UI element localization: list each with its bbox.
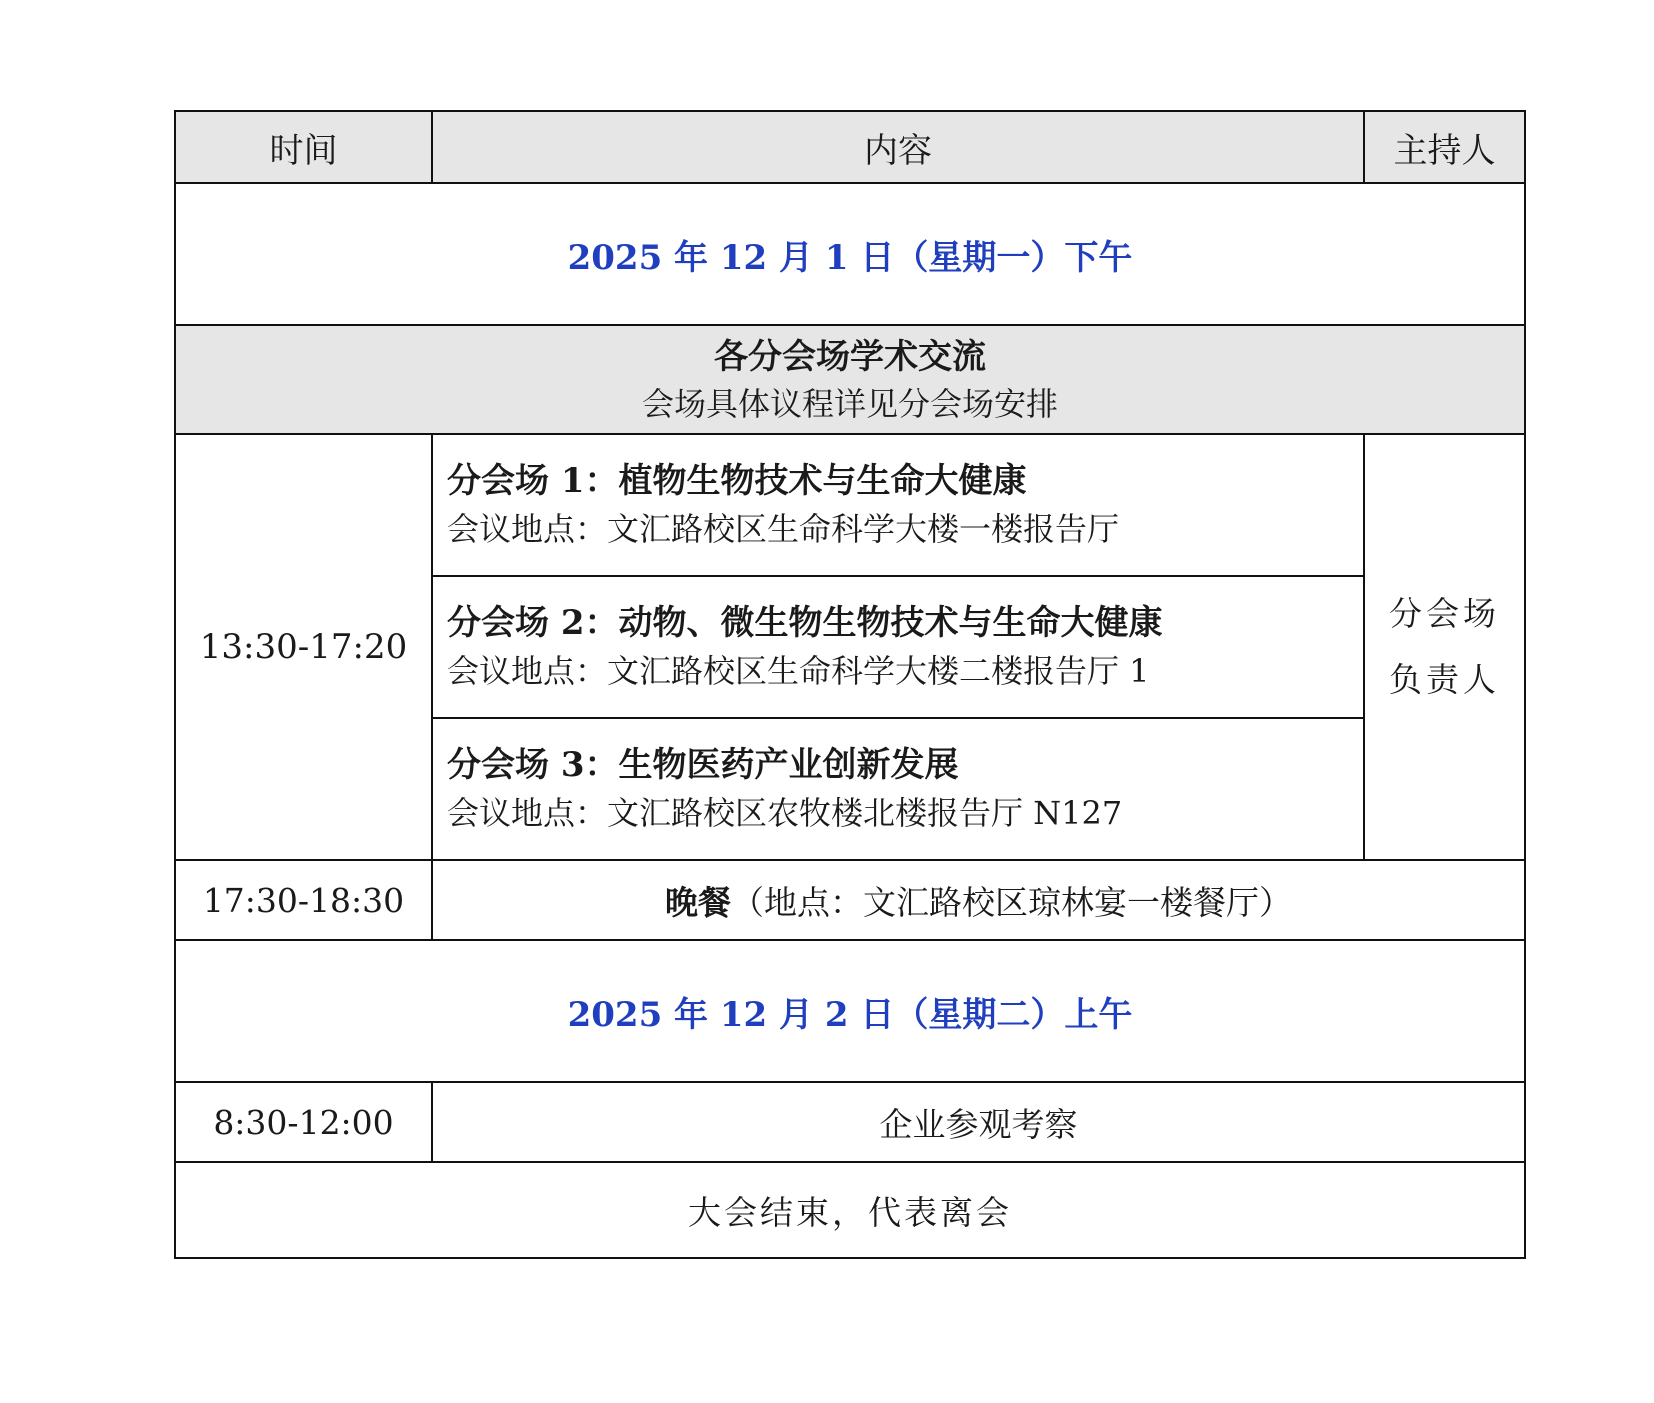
visit-row (175, 1082, 1525, 1162)
day-row-1 (175, 183, 1525, 325)
session-header-title: 各分会场学术交流 (714, 336, 986, 377)
header-time: 时间 (175, 111, 432, 183)
session-host (1364, 434, 1525, 860)
session-1-location: 会议地点：文汇路校区生命科学大楼一楼报告厅 (447, 510, 1120, 548)
session-header-subtitle: 会场具体议程详见分会场安排 (641, 384, 1058, 423)
closing-row (175, 1162, 1525, 1258)
session-2-location: 会议地点：文汇路校区生命科学大楼二楼报告厅 1 (447, 652, 1150, 690)
day1-label: 2025 年 12 月 1 日（星期一）下午 (175, 183, 1525, 325)
session-2-title: 分会场 2：动物、微生物生物技术与生命大健康 (447, 603, 1163, 643)
session-3-title: 分会场 3：生物医药产业创新发展 (447, 745, 959, 785)
visit-time: 8:30-12:00 (175, 1082, 432, 1162)
dinner-row (175, 860, 1525, 940)
session-header-row (175, 325, 1525, 434)
visit-label: 企业参观考察 (432, 1082, 1525, 1162)
session-1-title: 分会场 1：植物生物技术与生命大健康 (447, 461, 1027, 501)
dinner-label: 晚餐 (665, 882, 731, 922)
session-3-location: 会议地点：文汇路校区农牧楼北楼报告厅 N127 (447, 794, 1123, 832)
table-header-row (175, 111, 1525, 183)
header-content: 内容 (432, 111, 1364, 183)
dinner-location: （地点：文汇路校区琼林宴一楼餐厅） (731, 882, 1292, 922)
agenda-table (174, 110, 1526, 1259)
day2-label: 2025 年 12 月 2 日（星期二）上午 (175, 940, 1525, 1082)
day-row-2 (175, 940, 1525, 1082)
session-host-line1: 分会场 (1389, 594, 1500, 633)
session-time: 13:30-17:20 (175, 434, 432, 860)
session-row-1 (175, 434, 1525, 576)
session-host-line2: 负责人 (1389, 660, 1500, 699)
dinner-time: 17:30-18:30 (175, 860, 432, 940)
closing-label: 大会结束，代表离会 (175, 1162, 1525, 1258)
header-host: 主持人 (1364, 111, 1525, 183)
